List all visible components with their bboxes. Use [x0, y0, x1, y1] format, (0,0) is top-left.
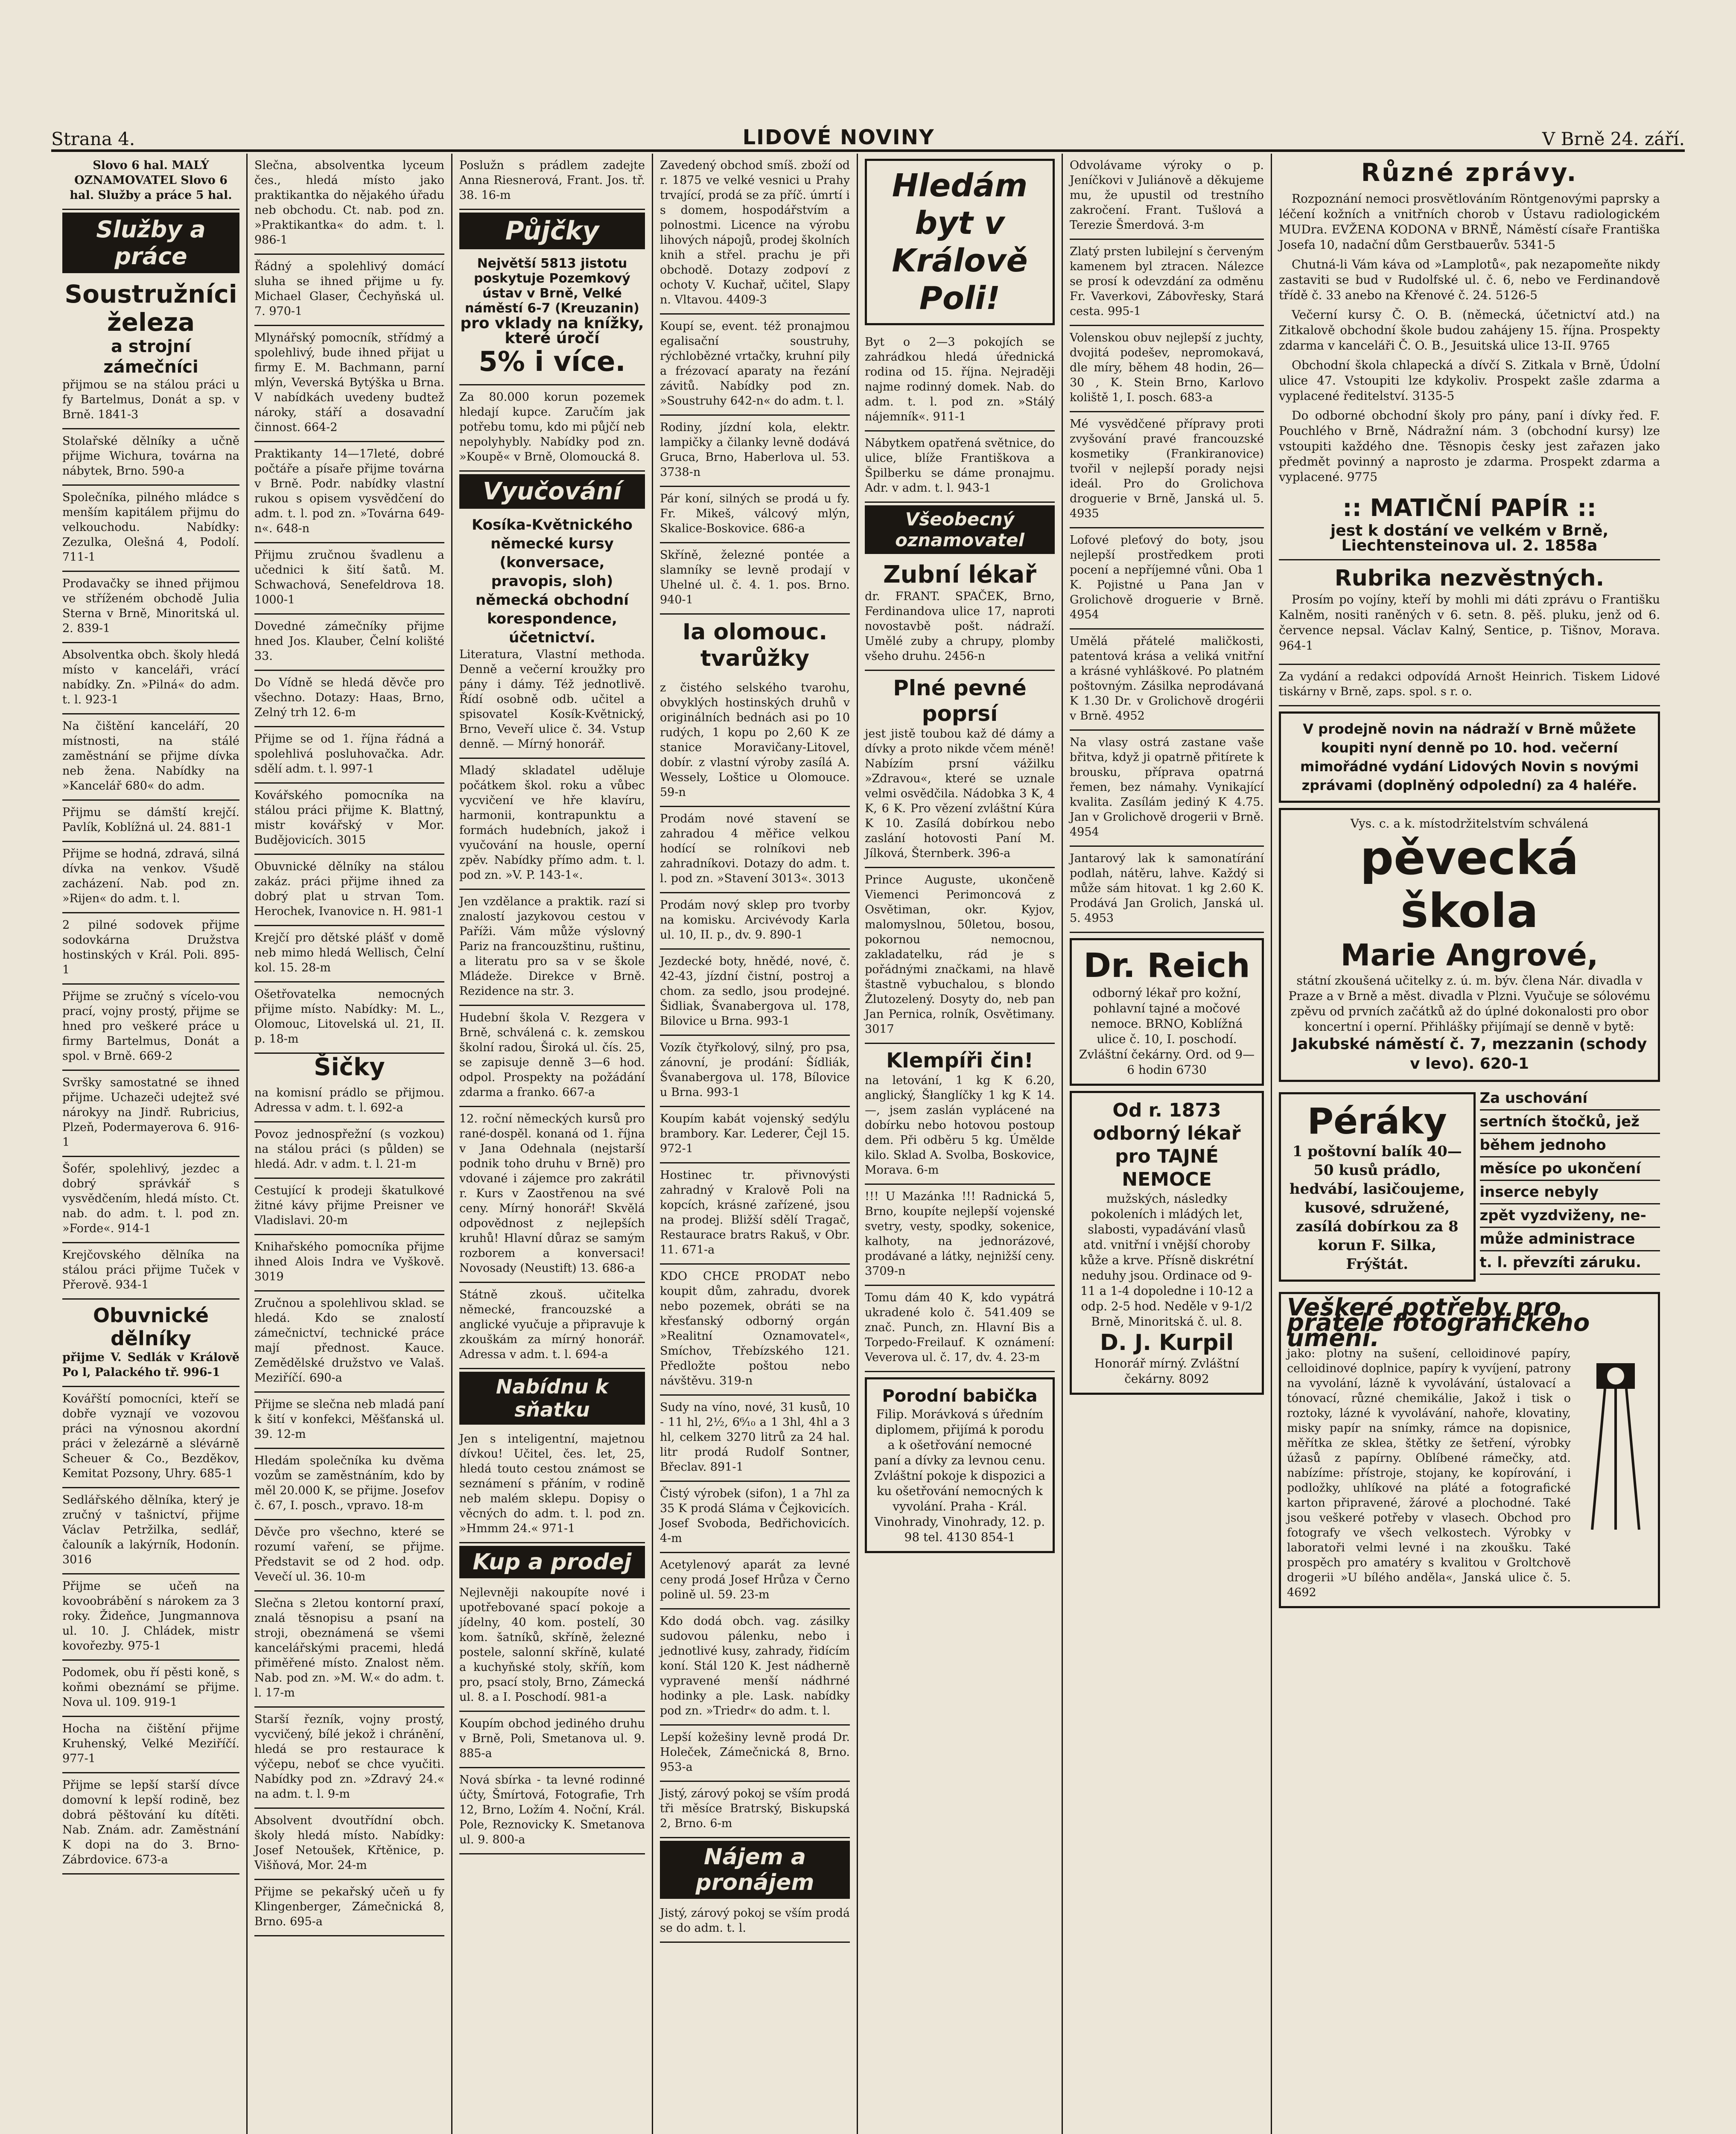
- classified-ad: Knihařského pomocníka přijme ihned Alois Indra ve Vyškově. 3019: [254, 1235, 444, 1291]
- section-nabidnu: Nabídnu k sňatku: [459, 1372, 645, 1425]
- classified-ad: Praktikanty 14—17leté, dobré počtáře a písaře přijme továrna v Brně. Podr. nabídky vlastní rukou s opisem vysvědčení do adm. t. l. pod zn. »Továrna 649-n«. 648-n: [254, 442, 444, 543]
- classified-ad: Zavedený obchod smíš. zboží od r. 1875 ve velké vesnici u Prahy trvající, prodá se za příč. úmrtí i s domem, hospodářstvím a polnostmi. Licence na výrobu lihových nápojů, prodej školních knih a střel. prachu je při obchodě. Dotazy zodpoví z ochoty V. Kuchař, učitel, Slapy n. Vltavou. 4409-3: [660, 154, 850, 315]
- classified-ad: na komisní prádlo se přijmou. Adressa v adm. t. l. 692-a: [254, 1081, 444, 1122]
- section-pujcky: Půjčky: [459, 213, 645, 249]
- ad-rate: 5% i více.: [478, 346, 626, 378]
- ad-pozemkovy-ustav: [459, 252, 645, 385]
- ad-title: Obuvnické dělníky: [93, 1304, 209, 1350]
- classified-ad: Jen s inteligentní, majetnou dívkou! Učitel, čes. let, 25, hledá touto cestou známost se seznámení s přáním, v rodině neb malém sklepu. Dopisy o věcných do adm. t. l. pod zn. »Hmmm 24.« 971-1: [459, 1427, 645, 1543]
- ad-title: Plné pevné poprsí: [893, 676, 1027, 726]
- classified-ad: Státně zkouš. učitelka německé, francouzské a anglické vyučuje a připravuje k zkouškám za mírný honorář. Adressa v adm. t. l. 694-a: [459, 1283, 645, 1369]
- ad-body: 1 poštovní balík 40—50 kusů prádlo, hedvábí, lasičoujeme, kusové, sdružené, zasílá dobírkou za 8 korun F. Silka, Frýštát.: [1289, 1143, 1465, 1273]
- ad-mazanka: !!! U Mazánka !!! Radnická 5, Brno, koupíte nejlepší vojenské svetry, vesty, spodky, sokenice, kalhoty, na jednorázové, prodávané a látky, nejnižší ceny. 3709-n: [865, 1185, 1055, 1286]
- classified-ad: Přijmu zručnou švadlenu a učednici k šití šatů. M. Schwachová, Senefeldrova 18. 1000-1: [254, 543, 444, 615]
- rates-header: Slovo 6 hal. MALÝ OZNAMOVATEL Slovo 6 hal. Služby a práce 5 hal.: [62, 154, 239, 210]
- classified-ad: Hudební škola V. Rezgera v Brně, schválená c. k. zemskou školní radou, Široká ul. čís. 25, se zapisuje denně 3—6 hod. odpol. Prospekty na požádání zdarma a franko. 667-a: [459, 1006, 645, 1107]
- classified-ad: Prodavačky se ihned přijmou ve stříženém obchodě Julia Sterna v Brně, Minoritská ul. 2. 839-1: [62, 572, 239, 643]
- classified-ad: Slečna s 2letou kontorní praxí, znalá těsnopisu a psaní na stroji, obeznámená se všemi kancelářskými pracemi, hledá přiměřené místo. Znalost něm. Nab. pod zn. »M. W.« do adm. t. l. 17-m: [254, 1592, 444, 1708]
- classified-ad: Na čištění kanceláří, 20 místnosti, na stálé zaměstnání se přijme dívka neb žena. Nabídky na »Kancelář 680« do adm.: [62, 714, 239, 801]
- ad-zubni-lekar: [865, 557, 1055, 671]
- ad-title: pěvecká škola: [1360, 831, 1579, 938]
- classified-ad: Za 80.000 korun pozemek hledají kupce. Zaručím jak potřebu tomu, kdo mi půjčí neb nepolyhybly. Nabídky pod zn. »Koupě« v Brně, Olomoucká 8.: [459, 385, 645, 472]
- ad-tajne-nemoce: [1070, 1091, 1264, 1395]
- ad-title: Porodní babička: [882, 1386, 1038, 1406]
- admin-notice: [1480, 1087, 1660, 1287]
- page-number: Strana 4.: [51, 128, 135, 149]
- classified-ad: Hledám společníka ku dvěma vozům se zaměstnáním, kdo by měl 20.000 K, se přijme. Josefov č. 67, I. posch., vpravo. 18-m: [254, 1449, 444, 1520]
- ad-porodni-babicka: [865, 1377, 1055, 1553]
- admin-notice-line: zpět vyzdviženy, ne-: [1480, 1204, 1660, 1228]
- ad-sicky-title: Šičky: [314, 1053, 385, 1081]
- ad-body: státní zkoušená učitelky z. ú. m. býv. člena Nár. divadla v Praze a v Brně a měst. divadla v Plzni. Vyučuje se sólovému zpěvu od prvních začátků až do úplné dokonalosti pro obor koncertní i operní. Přihlášky přijímají se denně v bytě:: [1288, 974, 1651, 1034]
- news-item: Do odborné obchodní školy pro pány, paní i dívky řed. F. Pouchlého v Brně, Nádražní nám. 3 (obchodní kursy) lze vstoupiti každého dne. Těsnopis česky jest zařazen jako předmět povinný a naprosto je zdarma. Prospekt zdarma a vyplacené. 9775: [1279, 408, 1660, 484]
- admin-notice-line: během jednoho: [1480, 1134, 1660, 1157]
- classified-ad: z čistého selského tvarohu, obvyklých hostinských druhů v originálních bednách asi po 10 rudých, 1 kopu po 2,60 K ze stanice Moravičany-Litovel, dobír. z vlastní výroby zasílá A. Wessely, Loštice u Olomouce. 59-n: [660, 676, 850, 807]
- columns: [55, 154, 1681, 2134]
- column-3: [452, 154, 653, 2134]
- column-4: [653, 154, 858, 2134]
- ad-pevecka-skola: [1279, 808, 1660, 1082]
- classified-ad: Lepší kožešiny levně prodá Dr. Holeček, Zámečnická 8, Brno. 953-a: [660, 1726, 850, 1782]
- classified-ad: Jen vzdělance a praktik. razí si znalostí jazykovou cestou v Paříži. Vám může výslovný Pariz na francouzštinu, ruštinu, a literatu pro sa v se škole Mládeže. Direkce v Brně. Rezidence na str. 3.: [459, 890, 645, 1006]
- classified-ad: Podomek, obu ří pěsti koně, s koňmi obeznámí se přijme. Nova ul. 109. 919-1: [62, 1661, 239, 1717]
- ad-obuvnicke: [62, 1300, 239, 1387]
- ad-body-row: [1287, 1346, 1652, 1600]
- ad-foto: [1279, 1292, 1660, 1608]
- classified-ad: Přijme se slečna neb mladá paní k šití v konfekci, Měšťanská ul. 39. 12-m: [254, 1393, 444, 1449]
- classified-ad: Šofér, spolehlivý, jezdec a dobrý správkář s vysvědčením, hledá místo. Ct. nab. do adm. t. l. pod zn. »Forde«. 914-1: [62, 1157, 239, 1243]
- classified-ad: Slečna, absolventka lyceum čes., hledá místo jako praktikantka do nějakého úřadu neb obchodu. Ct. nab. pod zn. »Praktikantka« do adm. t. l. 986-1: [254, 154, 444, 255]
- ad-soustruznici: [62, 276, 239, 429]
- classified-ad: 12. roční německých kursů pro rané-dospěl. konaná od 1. října v Jana Odehnala (nejstarší podnik toho druhu v Brně) pro vdované i zájemce pro zakrátil r. Kurs v Zaostřenou na své ceny. Mírný honorář! Skvělá odpovědnost z nejlepších kruhů! Hlavní důraz se samým rozborem a konversaci! Novosady (Neustift) 13. 686-a: [459, 1107, 645, 1283]
- ad-title: Soustružníci železa: [64, 280, 237, 337]
- issue-date: V Brně 24. září.: [1542, 128, 1685, 149]
- classified-ad: Společníka, pilného mládce s menším kapitálem přijmu do velkouchodu. Nabídky: Zezulka, Olešná 4, Podolí. 711-1: [62, 486, 239, 572]
- classified-ad: Odvolávame výroky o p. Jeníčkovi v Juliánově a děkujeme mu, že upustil od trestního zakročení. Frant. Tušlová a Terezie Šmerdová. 3-m: [1070, 154, 1264, 240]
- ad-body: mužských, následky pokoleních i mládých let, slabosti, vypadávání vlasů atd. vnitřní i vnější choroby kůže a krve. Přísně diskrétní neduhy jsou. Ordinace od 9-11 a 1-4 dopoledne i 10-12 a odp. 2-5 hod. Neděle v 9-1/2 Brně, Minoritská č. ul. 8.: [1080, 1192, 1254, 1329]
- missing-persons: [1279, 560, 1660, 665]
- section-title: Rubrika nezvěstných.: [1334, 566, 1605, 591]
- classified-ad: Starší řezník, vojny prostý, vycvičený, bílé jekož i chránění, hledá se pro restaurace k výčepu, neboť se chce vyučiti. Nabídky pod zn. »Zdravý 24.« na adm. t. l. 9-m: [254, 1708, 444, 1809]
- classified-ad: Kdo dodá obch. vag. zásilky sudovou pálenku, nebo i jednotlivé kusy, zahrady, řidícím koní. Stál 120 K. Jest nádherně vypravené menší nádhrné hodinky a ple. Lask. nabídky pod zn. »Triedr« do adm. t. l.: [660, 1609, 850, 1726]
- classified-ad: Zručnou a spolehlivou sklad. se hledá. Kdo se znalostí zámečnictví, technické práce mají přednost. Kauce. Zemědělské družstvo ve Valaš. Meziříčí. 690-a: [254, 1291, 444, 1393]
- classified-ad: Svršky samostatné se ihned přijme. Uchazeči udejtež své nárokyy na Jindř. Rubricius, Plzeň, Podermayerova 6. 916-1: [62, 1071, 239, 1157]
- ad-kosik: [459, 511, 645, 759]
- ad-address: Jakubské náměstí č. 7, mezzanin (schody v levo). 620-1: [1292, 1035, 1647, 1073]
- photographer-illustration: [1579, 1346, 1652, 1534]
- section-kupa: Kup a prodej: [459, 1546, 645, 1578]
- classified-ad: Mlynářský pomocník, střídmý a spolehlivý, bude ihned přijat u firmy E. M. Bachmann, parní mlýn, Veverská Bytýška u Brna. V nabídkách uvedeny budtež nároky, stáří a dosavadní činnost. 664-2: [254, 326, 444, 442]
- column-5: [858, 154, 1063, 2134]
- ad-body: Literatura, Vlastní methoda. Denně a večerní kroužky pro pány i dámy. Též jednotlivě. Řídí osobně odb. učitel a spisovatel Kosík-Květnický, Brno, Veveří ulice č. 34. Vstup denně. — Mírný honorář.: [459, 648, 645, 751]
- classified-ad: Jantarový lak k samonatírání podlah, nátěru, lahve. Každý si může sám hitovat. 1 kg 2.60 K. Prodává Jan Grolich, Janská ul. 5. 4953: [1070, 847, 1264, 933]
- admin-notice-line: Za uschování: [1480, 1087, 1660, 1111]
- news-item: Obchodní škola chlapecká a dívčí S. Zitkala v Brně, Údolní ulice 47. Vstoupiti lze kdykoliv. Prospekt zašle zdarma a vyplacené ředitelství. 3135-5: [1279, 358, 1660, 403]
- classified-ad: Mladý skladatel uděluje počátkem škol. roku a vůbec vycvičení ve hře klavíru, harmonii, kontrapunktu a formách hudebních, jakož i vyučování na housle, operní zpěv. Nabídky přímo adm. t. l. pod zn. »V. P. 143-1«.: [459, 759, 645, 890]
- imprint: Za vydání a redakci odpovídá Arnošt Heinrich. Tiskem Lidové tiskárny v Brně, zaps. spol. s r. o.: [1279, 665, 1660, 706]
- classified-ad: 2 pilné sodovek přijme sodovkárna Družstva hostinských v Král. Poli. 895-1: [62, 913, 239, 985]
- classified-ad: Obuvnické dělníky na stálou zakáz. práci přijme ihned za dobrý plat u strvan Tom. Herochek, Ivanovice n. H. 981-1: [254, 855, 444, 926]
- ad-body: jest jistě toubou kaž dé dámy a dívky a proto nikde včem méně! Nabízím prsní vážilku »Zdravou«, které se uznale velmi osvědčila. Nádobka 3 K, 4 K, 6 K. Pro vězení zvláštní Kúra K 10. Zasílá dobírkou nebo zaslání hotovosti Paní M. Jílková, Šternberk. 396-a: [865, 727, 1055, 860]
- ad-byt-text: Byt o 2—3 pokojích se zahrádkou hledá úřednická rodina od 15. října. Nejraději najme rodinný domek. Nab. do adm. t. l. pod zn. »Stálý nájemník«. 911-1: [865, 330, 1055, 431]
- news-item: Chutná-li Vám káva od »Lamplotů«, pak nezapomeňte nikdy zastaviti se bud v Rudolfské ul. č. 6, nebo ve Ferdinandově třídě č. 33 anebo na Křenové č. 24. 5126-5: [1279, 257, 1660, 302]
- classified-ad: Sedlářského dělníka, který je zručný v tašnictví, přijme Václav Petržilka, sedlář, čalouník a lakýrník, Hodonín. 3016: [62, 1488, 239, 1574]
- ad-prince: Prince Auguste, ukončeně Viemenci Perimoncová z Osvětiman, okr. Kyjov, malomyslnou, 50letou, bosou, pokornou nemocnou, zakladatelku, rád je s pořádnými značkami, na hlavě štastně vybuchalou, s blondo Žlutozelený. Dosyty do, neb pan Jan Pernica, rolník, Osvětimany. 3017: [865, 868, 1055, 1044]
- classified-ad: Řádný a spolehlivý domácí sluha se ihned přijme u fy. Michael Glaser, Čechyňská ul. 7. 970-1: [254, 255, 444, 326]
- classified-ad: Dovedné zámečníky přijme hned Jos. Klauber, Čelní kolišté 33.: [254, 615, 444, 671]
- ad-subtitle: a strojní zámečníci: [103, 337, 198, 377]
- section-najem: Nájem a pronájem: [660, 1841, 850, 1899]
- classified-ad: Lofové pleťový do boty, jsou nejlepší prostředkem proti pocení a nepříjemné vůni. Oba 1 K. Pojistné u Pana Jan v Grolichově droguerie v Brně. 4954: [1070, 528, 1264, 630]
- ad-title: Kosíka-Květnického německé kursy (konversace, pravopis, sloh) německá obchodní korespondence, účetnictví.: [472, 516, 633, 646]
- newspaper-title: LIDOVÉ NOVINY: [742, 125, 935, 149]
- ad-title: Dr. Reich: [1083, 947, 1250, 985]
- ad-klempiri: [865, 1044, 1055, 1185]
- ad-body: jest k dostání ve velkém v Brně, Liechtensteinova ul. 2. 1858a: [1330, 522, 1609, 554]
- classified-ad: Přijme se pekařský učeň u fy Klingenberger, Zámečnická 8, Brno. 695-a: [254, 1880, 444, 1936]
- ad-kicker: Vys. c. a k. místodržitelstvím schválená: [1350, 816, 1589, 831]
- ad-dr-reich: [1070, 938, 1264, 1086]
- classified-ad: Prodám nové stavení se zahradou 4 měřice velkou hodící se rolníkovi neb zahradníkovi. Dotazy do adm. t. l. pod zn. »Stavení 3013«. 3013: [660, 807, 850, 893]
- admin-notice-line: může administrace: [1480, 1228, 1660, 1251]
- admin-notice-line: t. l. převzíti záruku.: [1480, 1251, 1660, 1275]
- classified-ad: Jezdecké boty, hnědé, nové, č. 42-43, jízdní čistní, postroj a chom. za sedlo, jsou prodejné. Šidliak, Švanabergova ul. 178, Bilovice u Brna. 993-1: [660, 950, 850, 1036]
- classified-ad: Kovářští pomocníci, kteří se dobře vyznají ve vozovou práci na výnosnou akordní práci v železárně a slévárně Scheuer & Co., Bezděkov, Kemitat Pozsony, Uhry. 685-1: [62, 1387, 239, 1488]
- classified-ad: Volenskou obuv nejlepší z juchty, dvojitá podešev, nepromokavá, dle míry, během 48 hodin, 26—30 , K. Stein Brno, Karlovo koliště 1, I. posch. 683-a: [1070, 326, 1264, 412]
- admin-notice-line: měsíce po ukončení: [1480, 1157, 1660, 1181]
- classified-ad: Ošetřovatelka nemocných přijme místo. Nabídky: M. L., Olomouc, Litovelská ul. 21, II. p. 18-m: [254, 982, 444, 1054]
- classified-ad: Nejlevněji nakoupíte nové i upotřebované spací pokoje a jídelny, 40 kom. postelí, 30 kom. šatníků, skříně, železné postele, salonní skříně, kulaté a kuchyňské stoly, skříň, kom pro, psací stoly, Brno, Zámecká ul. 8. a I. Poschodí. 981-a: [459, 1581, 645, 1712]
- classified-ad: Přijme se učeň na kovoobrábění s nárokem za 3 roky. Žideňce, Jungmannova ul. 10. J. Chládek, mistr kovořezby. 975-1: [62, 1574, 239, 1661]
- peraky-row: [1279, 1087, 1660, 1287]
- section-vyucovani: Vyučování: [459, 474, 645, 509]
- classified-ad: Jistý, zárový pokoj se vším prodá se do adm. t. l.: [660, 1901, 850, 1943]
- ad-body: odborný lékař pro kožní, pohlavní tajné a močové nemoce. BRNO, Koblížná ulice č. 10, I. poschodí. Zvláštní čekárny. Ord. od 9—6 hodin 6730: [1079, 986, 1255, 1077]
- notice-nadrazi: V prodejně novin na nádraží v Brně můžete koupiti nyní denně po 10. hod. večerní mimořádné vydání Lidových Novin s novými zprávami (doplněný odpolední) za 4 haléře.: [1279, 711, 1660, 803]
- classified-ad: Prodám nový sklep pro tvorby na komisku. Arcivévody Karla ul. 10, II. p., dv. 9. 890-1: [660, 893, 850, 950]
- ad-maticni-papir: [1279, 489, 1660, 560]
- ad-tvaruzky-title: Ia olomouc. tvarůžky: [682, 619, 828, 671]
- classified-ad: Čistý výrobek (sifon), 1 a 7hl za 35 K prodá Sláma v Čejkovicích. Josef Svoboda, Bedřichovicích. 4-m: [660, 1482, 850, 1553]
- masthead: [51, 115, 1685, 152]
- section-vseobecny: Všeobecný oznamovatel: [865, 505, 1055, 554]
- classified-ad: Mé vysvědčené přípravy proti zvyšování pravé francouzské kosmetiky (Frankiranovice) tvořil v nejlepší porady nejsi ideál. Pro do Grolichova droguerie v Brně, Janská ul. 5. 4935: [1070, 412, 1264, 528]
- classified-ad: Absolvent dvoutřídní obch. školy hledá místo. Nabídky: Josef Netoušek, Křtěnice, p. Višňová, Mor. 24-m: [254, 1809, 444, 1880]
- classified-ad: Stolařské dělníky a učně přijme Wichura, továrna na nábytek, Brno. 590-a: [62, 429, 239, 486]
- admin-notice-line: sertních štočků, jež: [1480, 1111, 1660, 1134]
- ad-title: Péráky: [1307, 1100, 1447, 1142]
- classified-ad: Kovářského pomocníka na stálou práci přijme K. Blattný, mistr kovářský v Mor. Budějovicích. 3015: [254, 784, 444, 855]
- section-services: Služby a práce: [62, 213, 239, 273]
- ad-hledam-byt: [865, 159, 1055, 325]
- ad-body: dr. FRANT. SPAČEK, Brno, Ferdinandova ulice 17, naproti novostavbě pošt. nádraží. Umělé zuby a chrupy, plomby všeho druhu. 2456-n: [865, 590, 1055, 663]
- classified-ad: Koupím obchod jediného druhu v Brně, Poli, Smetanova ul. 9. 885-a: [459, 1712, 645, 1768]
- column-7: [1272, 154, 1667, 2134]
- ad-body: Největší 5813 jistotu poskytuje Pozemkový ústav v Brně, Velké náměstí 6-7 (Kreuzanin): [465, 256, 639, 316]
- classified-ad: Absolventka obch. školy hledá místo v kanceláři, vrácí nabídky. Zn. »Pilná« do adm. t. l. 923-1: [62, 643, 239, 714]
- ad-footer: Honorář mírný. Zvláštní čekárny. 8092: [1094, 1356, 1239, 1386]
- ad-title: Zubní lékař: [883, 561, 1036, 589]
- ad-nabytek: Nábytkem opatřená světnice, do ulice, blíže Františkova a Špilberku se dáme pronajmu. Adr. v adm. t. l. 943-1: [865, 431, 1055, 503]
- ad-title: Hledám byt v Králově Poli!: [892, 167, 1028, 317]
- classified-ad: Koupí se, event. též pronajmou egalisační soustruhy, rýchlobězné vrtačky, kruhní pily a frézovací aparaty na řezání závitů. Nabídky pod zn. »Soustruhy 642-n« do adm. t. l.: [660, 315, 850, 416]
- ad-name: Marie Angrové,: [1340, 938, 1599, 973]
- classified-ad: Sudy na víno, nové, 31 kusů, 10 - 11 hl, 2¹⁄₂, 6⁶⁄₁₀ a 1 3hl, 4hl a 3 hl, celkem 3270 litrů za 24 hal. litr prodá Rudolf Sontner, Břeclav. 891-1: [660, 1396, 850, 1482]
- classified-ad: Na vlasy ostrá zastane vaše břitva, když ji opatrně přitírete k brousku, příprava opatrná řemen, bez námahy. Vynikající kvalita. Zasílám jediný K 4.75. Jan v Grolichově drogerii v Brně. 4954: [1070, 731, 1264, 847]
- column-2: [248, 154, 452, 2134]
- ad-tomu-dam: Tomu dám 40 K, kdo vypátrá ukradené kolo č. 541.409 se znač. Punch, zn. Hlavní Bis a Torpedo-Freilauf. K oznámení: Veverova ul. č. 17, dv. 4. 23-m: [865, 1286, 1055, 1372]
- classified-ad: Povoz jednospřežní (s vozkou) na stálou práci (s půlden) se hledá. Adr. v adm. t. l. 21-m: [254, 1122, 444, 1179]
- ad-body-2: pro vklady na knížky, které úročí: [460, 315, 644, 347]
- classified-ad: Nová sbírka - ta levné rodinné účty, Šmírtová, Fotografie, Trh 12, Brno, Ložím 4. Noční, Král. Pole, Reznovicky K. Smetanova ul. 9. 800-a: [459, 1768, 645, 1854]
- classified-ad: Přijme se od 1. října řádná a spolehlivá posluhovačka. Adr. sdělí adm. t. l. 997-1: [254, 727, 444, 784]
- classified-ad: Jistý, zárový pokoj se vším prodá tři měsíce Bratrský, Biskupská 2, Brno. 6-m: [660, 1782, 850, 1838]
- classified-ad: Vozík čtyřkolový, silný, pro psa, zánovní, je prodání: Šídliák, Švanabergova ul. 178, Bílovice u Brna. 993-1: [660, 1036, 850, 1107]
- classified-ad: Skříně, železné pontée a slamníky se levně prodají v Uhelné ul. č. 4. 1. pos. Brno. 940-1: [660, 543, 850, 615]
- ad-body: jako: plotny na sušení, celloidinové papíry, celloidinové doplnice, papíry k vyvíjení, patrony na vyvolání, lázně k vyvolávání, ústalovací a tónovací, různé chemikálie, Jakož i tisk o roztoky, lázné k vyvolávání, nahoře, klovatiny, misky papír na snímky, rámce na dopisnice, měřítka ze sklea, štětky ze šetření, výrobky úžasů z papírny. Oblíbené rámečky, atd. nabízíme: přístroje, stojany, ke kopírování, i podložky, uhlíkové na pláté a fotografické karton připravené, žárové a plochodné. Také jsou veškeré potřeby v vlasech. Obchod pro fotografy ve všech velkostech. Výrobky v laboratoři velmi levné i na zkoušku. Také prospěch pro amatéry s kvalitou v Groltchově drogerii »U bílého anděla«, Janská ulice č. 5. 4692: [1287, 1347, 1571, 1599]
- classified-ad: Koupím kabát vojenský sedýlu brambory. Kar. Lederer, Čejl 15. 972-1: [660, 1107, 850, 1163]
- classified-ad: Krejčovského dělníka na stálou práci přijme Tuček v Přerově. 934-1: [62, 1243, 239, 1300]
- admin-notice-line: inserce nebyly: [1480, 1181, 1660, 1204]
- classified-ad: Přijme se zručný s vícelo-vou prací, vojny prostý, přijme se hned pro veškeré práce u firmy Bartelmus, Donát a spol. v Brně. 669-2: [62, 985, 239, 1071]
- classified-ad: Zlatý prsten lubilejní s červeným kamenem byl ztracen. Nálezce se prosí k odevzdání za odměnu Fr. Vaverkovi, Zábovřesky, Stará cesta. 995-1: [1070, 240, 1264, 326]
- ad-title: Od r. 1873 odborný lékař pro TAJNÉ NEMOCE: [1093, 1099, 1241, 1190]
- classified-ad: Přijmu se dámští krejčí. Pavlík, Koblížná ul. 24. 881-1: [62, 801, 239, 842]
- classified-ad: Přijme se hodná, zdravá, silná dívka na venkov. Všudě zacházení. Nab. pod zn. »Rijen« do adm. t. l.: [62, 842, 239, 913]
- ad-name: D. J. Kurpil: [1100, 1330, 1234, 1356]
- classified-ad: Krejčí pro dětské plášť v domě neb mimo hledá Wellisch, Čelní kol. 15. 28-m: [254, 926, 444, 982]
- ad-title: Klempíři čin!: [886, 1049, 1033, 1073]
- news-item: Rozpoznání nemoci prosvětlováním Röntgenovými paprsky a léčení kožních a vnitřních chorob v Ústavu radiologickém MUDra. EVŽENA KODONA v BRNĚ, Náměstí císaře Františka Josefa 10, nadační dům Gerstbauerův. 5341-5: [1279, 192, 1660, 252]
- ad-title: Veškeré potřeby pro přátele fotografického umění.: [1287, 1294, 1590, 1352]
- classified-ad: KDO CHCE PRODAT nebo koupit dům, zahradu, dvorek nebo pozemek, obráti se na křesťanský odborný orgán »Realitní Oznamovatel«, Smíchov, Třebízského 121. Předložte poštou nebo návštěvu. 319-n: [660, 1265, 850, 1396]
- column-6: [1063, 154, 1272, 2134]
- ad-poprsi: [865, 671, 1055, 868]
- classified-ad: Přijme se lepší starší dívce domovní k lepší rodině, bez dobrá pěštování ku dítěti. Nab. Znám. adr. Zaměstnání K dopi na do 3. Brno-Zábrdovice. 673-a: [62, 1773, 239, 1875]
- ad-body: přijmou se na stálou práci u fy Bartelmus, Donát a sp. v Brně. 1841-3: [62, 378, 239, 421]
- classified-ad: Do Vídně se hledá děvče pro všechno. Dotazy: Haas, Brno, Zelný trh 12. 6-m: [254, 671, 444, 727]
- ad-body: na letování, 1 kg K 6.20, anglický, Šłanglíčky 1 kg K 14.—, jsem zaslán vyplácené na dobírku nebo hotovou postoup dem. Při odběru 5 kg. Úmělde kilo. Sklad A. Svolba, Boskovice, Morava. 6-m: [865, 1074, 1055, 1177]
- ad-peraky: [1279, 1092, 1476, 1282]
- section-body: Prosím po vojíny, kteří by mohli mi dáti zprávu o Františku Kalněm, nositi raněných v 6. setn. 8. pěš. pluku, jenž od 6. července nepsal. Václav Kalný, Sentice, p. Tišnov, Morava. 964-1: [1279, 592, 1660, 653]
- ad-posluzn: Poslužn s prádlem zadejte Anna Riesnerová, Frant. Jos. tř. 38. 16-m: [459, 154, 645, 210]
- column-1: [55, 154, 248, 2134]
- news-heading: Různé zprávy.: [1361, 158, 1578, 187]
- classified-ad: Rodiny, jízdní kola, elektr. lampičky a čilanky levně dodává Gruca, Brno, Haberlova ul. 53. 3738-n: [660, 416, 850, 487]
- ad-body: Filip. Morávková s úředním diplomem, přijímá k porodu a k ošetřování nemocné paní a dívky za levnou cenu. Zvláštní pokoje k dispozici a ku ošetřování nemocných k vyvolání. Praha - Král. Vinohrady, Vinohrady, 12. p. 98 tel. 4130 854-1: [874, 1407, 1046, 1544]
- classified-ad: Hocha na čištění přijme Kruhenský, Velké Meziříčí. 977-1: [62, 1717, 239, 1773]
- classified-ad: Hostinec tr. přivnovýsti zahradný v Kralově Poli na kopcích, krásné zařízené, jsou na prodej. Bližší sdělí Tragač, Restaurace bratrs Rakuš, v Obr. 11. 671-a: [660, 1163, 850, 1265]
- news-item: Večerní kursy Č. O. B. (německá, účetnictví atd.) na Zitkalově obchodní škole budou zahájeny 15. října. Prospekty zdarma v kanceláři Č. O. B., Jesuitská ulice 13-II. 9765: [1279, 308, 1660, 353]
- classified-ad: Acetylenový aparát za levné ceny prodá Josef Hrůza v Černo polině ul. 59. 23-m: [660, 1553, 850, 1609]
- classified-ad: Děvče pro všechno, které se rozumí vaření, se přijme. Představit se od 2 hod. odp. Vevečí ul. 36. 10-m: [254, 1520, 444, 1592]
- classified-ad: Pár koní, silných se prodá u fy. Fr. Mikeš, válcový mlýn, Skalice-Boskovice. 686-a: [660, 487, 850, 543]
- ad-body: přijme V. Sedlák v Králově Po l, Palackého tř. 996-1: [62, 1351, 239, 1379]
- classified-ad: Cestující k prodeji škatulkové žitné kávy přijme Preisner ve Vladislavi. 20-m: [254, 1179, 444, 1235]
- classified-ad: Umělá přátelé maličkosti, patentová krása a veliká vnitřní a krásné vyhláškové. Po platném poštovným. Zásilka neprodávaná K 1.30 Dr. v Grolichově drogérii v Brně. 4952: [1070, 630, 1264, 731]
- ad-title: :: MATIČNÍ PAPÍR ::: [1342, 494, 1596, 522]
